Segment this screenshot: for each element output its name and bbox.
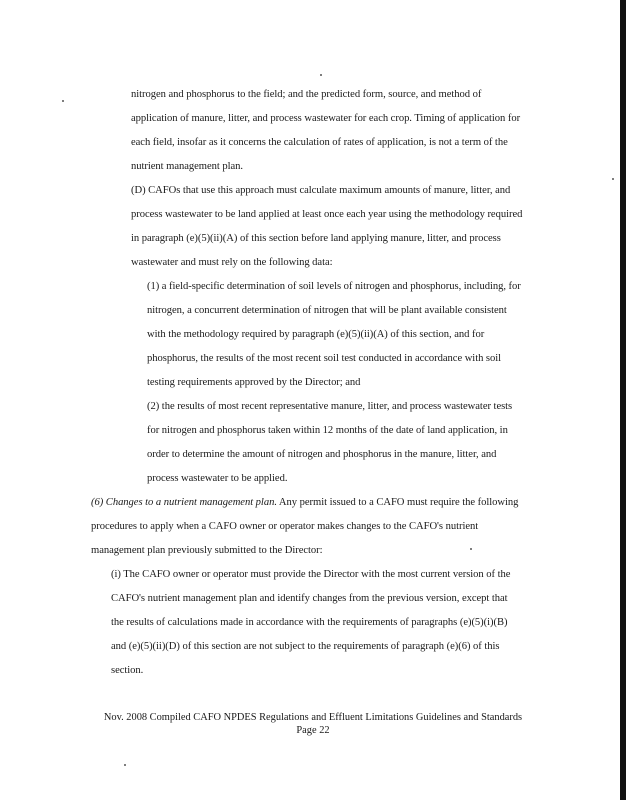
body-line: (1) a field-specific determination of soil levels of nitrogen and phosphorus, including, for	[147, 281, 521, 292]
body-line: CAFO's nutrient management plan and identify changes from the previous version, except that	[111, 593, 508, 604]
body-line: procedures to apply when a CAFO owner or operator makes changes to the CAFO's nutrient	[91, 521, 479, 532]
body-line: wastewater and must rely on the following data:	[131, 257, 333, 268]
section-6-heading: (6) Changes to a nutrient management plan.	[91, 497, 277, 508]
body-line: application of manure, litter, and process wastewater for each crop. Timing of application for	[131, 113, 521, 124]
scan-speck	[124, 764, 126, 766]
body-line: nitrogen and phosphorus to the field; and the predicted form, source, and method of	[131, 89, 482, 100]
body-line: testing requirements approved by the Director; and	[147, 377, 361, 388]
body-line: order to determine the amount of nitrogen and phosphorus in the manure, litter, and	[147, 449, 497, 460]
scan-speck	[320, 74, 322, 76]
body-line: and (e)(5)(ii)(D) of this section are not subject to the requirements of paragraph (e)(6) of this	[111, 641, 500, 652]
section-6-paragraph	[91, 497, 518, 509]
page-number: Page 22	[296, 725, 330, 736]
body-line: in paragraph (e)(5)(ii)(A) of this section before land applying manure, litter, and process	[131, 233, 501, 244]
scan-speck	[612, 178, 614, 180]
body-line: nutrient management plan.	[131, 161, 244, 172]
body-line: the results of calculations made in accordance with the requirements of paragraphs (e)(5)(i)(B)	[111, 617, 508, 628]
body-line: process wastewater to be applied.	[147, 473, 288, 484]
body-line: process wastewater to be land applied at least once each year using the methodology required	[131, 209, 523, 220]
body-line: section.	[111, 665, 144, 676]
footer-title: Nov. 2008 Compiled CAFO NPDES Regulations and Effluent Limitations Guidelines and Standards	[103, 712, 523, 723]
body-line: (i) The CAFO owner or operator must provide the Director with the most current version of the	[111, 569, 511, 580]
body-line: with the methodology required by paragraph (e)(5)(ii)(A) of this section, and for	[147, 329, 485, 340]
body-line: each field, insofar as it concerns the calculation of rates of application, is not a term of the	[131, 137, 508, 148]
body-line: (D) CAFOs that use this approach must calculate maximum amounts of manure, litter, and	[131, 185, 511, 196]
body-line: phosphorus, the results of the most recent soil test conducted in accordance with soil	[147, 353, 502, 364]
body-line: management plan previously submitted to the Director:	[91, 545, 323, 556]
body-line: (2) the results of most recent representative manure, litter, and process wastewater tests	[147, 401, 513, 412]
scan-speck	[62, 100, 64, 102]
section-6-lead: Any permit issued to a CAFO must require the following	[276, 497, 519, 508]
body-line: for nitrogen and phosphorus taken within 12 months of the date of land application, in	[147, 425, 508, 436]
body-line: nitrogen, a concurrent determination of nitrogen that will be plant available consistent	[147, 305, 507, 316]
scan-speck	[470, 548, 472, 550]
